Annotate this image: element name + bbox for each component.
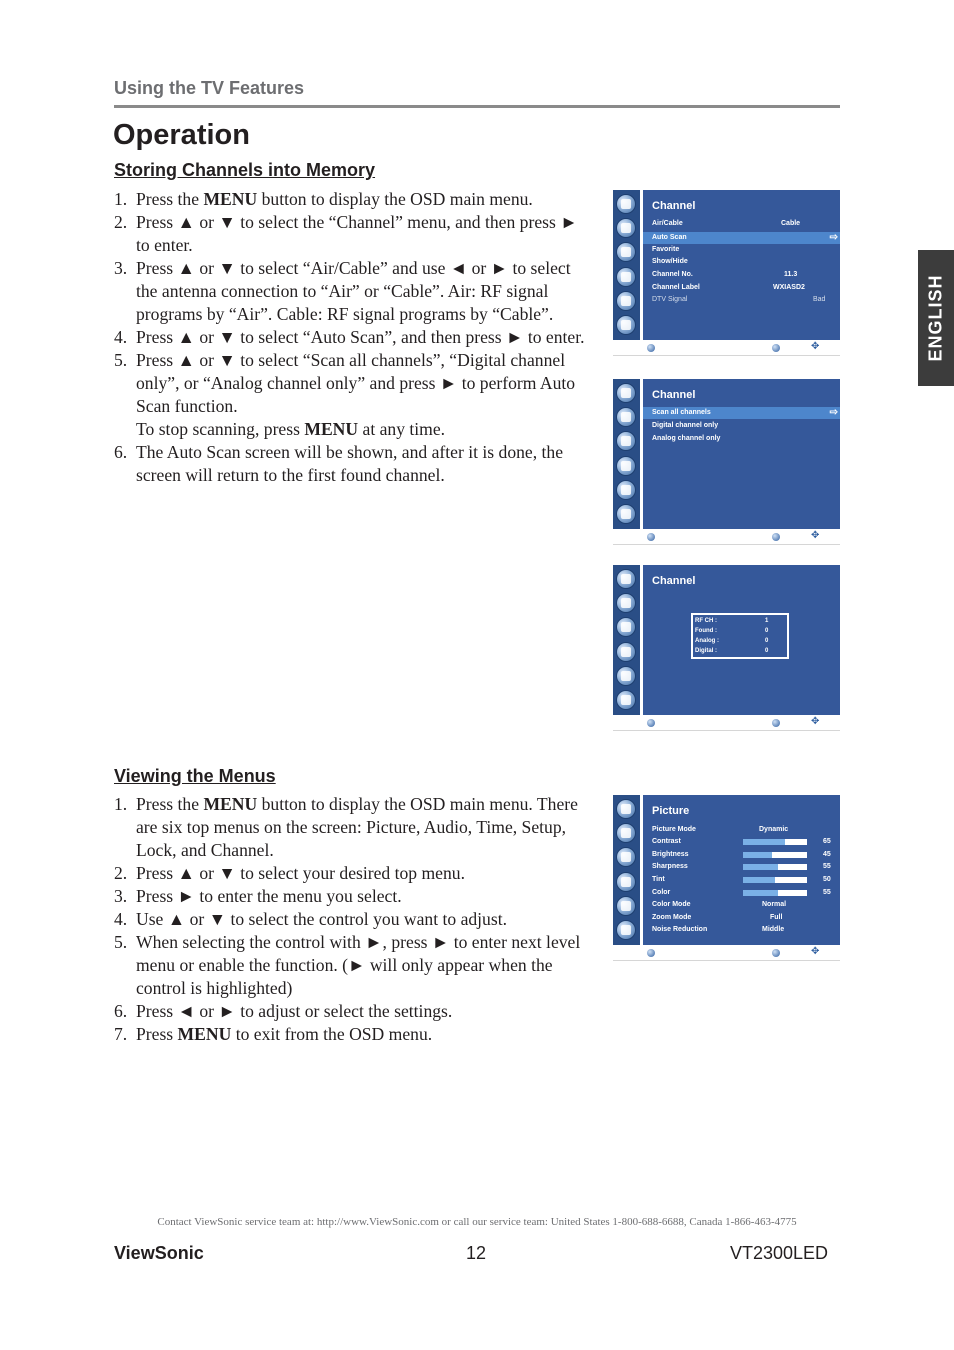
osd-row-label: Auto Scan — [652, 234, 687, 241]
osd-sidebar — [613, 190, 640, 340]
step-item — [114, 1000, 594, 1023]
scan-row — [695, 638, 783, 644]
viewing-steps — [114, 793, 594, 1046]
viewing-heading: Viewing the Menus — [114, 766, 276, 786]
channel-icon — [616, 690, 636, 710]
osd-title: Picture — [652, 805, 690, 817]
time-icon — [616, 242, 636, 262]
scan-row — [695, 648, 783, 654]
level-bar[interactable] — [743, 890, 807, 896]
osd-channel-menu — [613, 190, 840, 355]
audio-icon — [616, 407, 636, 427]
osd-row[interactable] — [643, 887, 840, 899]
scan-value: 0 — [765, 628, 769, 634]
osd-row[interactable] — [643, 420, 840, 432]
storing-heading: Storing Channels into Memory — [114, 160, 376, 180]
osd-row — [643, 294, 840, 306]
scan-label: Analog : — [695, 638, 719, 644]
setup-icon — [616, 267, 636, 287]
osd-row-label: Color — [652, 889, 671, 896]
enter-arrow-icon: ⇨ — [829, 407, 838, 418]
setup-icon — [616, 456, 636, 476]
step-number: 7. — [114, 1024, 128, 1044]
lock-icon — [616, 896, 636, 916]
step-text: Press ▲ or ▼ to select the “Channel” menu, and then press ► to enter. — [136, 212, 578, 255]
osd-scan-progress — [613, 565, 840, 730]
osd-row-value: Middle — [762, 926, 785, 933]
scan-label: Digital : — [695, 648, 717, 654]
osd-title: Channel — [652, 389, 696, 401]
scan-label: RF CH : — [695, 618, 717, 624]
level-bar-fill — [743, 877, 775, 883]
step-item — [114, 793, 594, 862]
adjust-hint-icon: ✥ — [811, 530, 820, 541]
picture-icon — [616, 569, 636, 589]
osd-hint-bar — [613, 529, 840, 545]
step-number: 5. — [114, 932, 128, 952]
step-item — [114, 257, 594, 326]
header-rule — [114, 105, 840, 108]
osd-row-label: Sharpness — [652, 863, 688, 870]
step-text: Use ▲ or ▼ to select the control you want to adjust. — [136, 909, 507, 929]
step-number: 6. — [114, 442, 128, 462]
osd-row[interactable] — [643, 836, 840, 848]
osd-row[interactable] — [643, 861, 840, 873]
step-text: When selecting the control with ►, press ► to enter next level menu or enable the function. (► will only appear when the control is highlighted) — [136, 932, 581, 998]
audio-icon — [616, 218, 636, 238]
scan-value: 0 — [765, 648, 769, 654]
level-bar-fill — [743, 852, 772, 858]
channel-icon — [616, 920, 636, 940]
scan-row — [695, 628, 783, 634]
time-icon — [616, 847, 636, 867]
step-number: 4. — [114, 909, 128, 929]
footer-brand: ViewSonic — [114, 1243, 204, 1263]
osd-row-label: Scan all channels — [652, 409, 711, 416]
osd-row[interactable] — [643, 244, 840, 256]
level-bar[interactable] — [743, 864, 807, 870]
osd-row-value: Cable — [781, 220, 801, 227]
step-item — [114, 862, 594, 885]
osd-row-label: Zoom Mode — [652, 914, 692, 921]
page-title: Operation — [113, 119, 250, 151]
footer-contact: Contact ViewSonic service team at: http://www.ViewSonic.com or call our service team: United States 1-800-688-6688, Canada 1-866-463-4775 — [157, 1216, 797, 1228]
osd-row[interactable] — [643, 824, 840, 836]
level-value: 50 — [823, 876, 831, 883]
osd-title: Channel — [652, 200, 696, 212]
picture-icon — [616, 799, 636, 819]
step-number: 3. — [114, 258, 128, 278]
osd-row-value: Dynamic — [759, 826, 789, 833]
osd-row-label: Picture Mode — [652, 826, 696, 833]
step-item — [114, 188, 594, 211]
lock-icon — [616, 480, 636, 500]
setup-icon — [616, 872, 636, 892]
select-hint-icon — [772, 533, 780, 541]
osd-row-highlighted[interactable] — [643, 232, 840, 244]
step-item — [114, 885, 594, 908]
channel-icon — [616, 315, 636, 335]
osd-row[interactable] — [643, 433, 840, 445]
step-number: 4. — [114, 327, 128, 347]
step-number: 3. — [114, 886, 128, 906]
osd-row-value: WXIASD2 — [773, 284, 805, 291]
osd-row-label: Digital channel only — [652, 422, 719, 429]
level-bar[interactable] — [743, 852, 807, 858]
section-header: Using the TV Features — [114, 78, 305, 98]
move-hint-icon — [647, 344, 655, 352]
step-text: at any time. — [358, 419, 446, 439]
osd-row-label: Brightness — [652, 851, 689, 858]
osd-row[interactable] — [643, 269, 840, 281]
adjust-hint-icon: ✥ — [811, 716, 820, 727]
step-number: 2. — [114, 863, 128, 883]
select-hint-icon — [772, 719, 780, 727]
step-key: MENU — [203, 189, 258, 209]
channel-icon — [616, 504, 636, 524]
scan-row — [695, 618, 783, 624]
osd-row-highlighted[interactable] — [643, 407, 840, 419]
scan-label: Found : — [695, 628, 717, 634]
osd-row[interactable] — [643, 912, 840, 924]
step-item — [114, 326, 594, 349]
step-key: MENU — [177, 1024, 232, 1044]
audio-icon — [616, 823, 636, 843]
osd-row-value: Bad — [813, 296, 826, 303]
picture-icon — [616, 383, 636, 403]
step-text: to exit from the OSD menu. — [231, 1024, 433, 1044]
storing-steps — [114, 188, 594, 487]
step-text: button to display the OSD main menu. — [257, 189, 533, 209]
osd-row-label: Tint — [652, 876, 665, 883]
step-text: button to display the OSD main menu. There are six top menus on the screen: Picture, Audio, Time, Setup, Lock, and Channel. — [136, 794, 578, 860]
move-hint-icon — [647, 949, 655, 957]
move-hint-icon — [647, 533, 655, 541]
osd-row-value: Normal — [762, 901, 787, 908]
step-text: Press the — [136, 794, 204, 814]
step-key: MENU — [304, 419, 359, 439]
step-number: 2. — [114, 212, 128, 232]
osd-row[interactable] — [643, 924, 840, 936]
level-bar-fill — [743, 839, 785, 845]
level-bar-fill — [743, 890, 778, 896]
audio-icon — [616, 593, 636, 613]
level-value: 55 — [823, 889, 831, 896]
step-key: MENU — [203, 794, 258, 814]
step-text: Press the — [136, 189, 204, 209]
osd-row-label: DTV Signal — [652, 296, 688, 303]
step-item — [114, 931, 594, 1000]
step-number: 6. — [114, 1001, 128, 1021]
osd-row[interactable] — [643, 874, 840, 886]
step-number: 5. — [114, 350, 128, 370]
step-item — [114, 1023, 594, 1046]
page-number: 12 — [466, 1243, 487, 1263]
time-icon — [616, 617, 636, 637]
osd-sidebar — [613, 795, 640, 945]
step-text: Press ▲ or ▼ to select “Scan all channels”, “Digital channel only”, or “Analog channel only” and press ► to perform Auto Scan function. — [136, 350, 576, 416]
step-number: 1. — [114, 794, 128, 814]
step-text: To stop scanning, press — [136, 419, 305, 439]
osd-hint-bar — [613, 945, 840, 961]
adjust-hint-icon: ✥ — [811, 341, 820, 352]
osd-panel — [643, 379, 840, 529]
osd-hint-bar — [613, 715, 840, 731]
lock-icon — [616, 291, 636, 311]
step-text: Press ► to enter the menu you select. — [136, 886, 402, 906]
step-text: Press ▲ or ▼ to select your desired top menu. — [136, 863, 465, 883]
scan-value: 1 — [765, 618, 769, 624]
adjust-hint-icon: ✥ — [811, 946, 820, 957]
osd-row-value: Full — [770, 914, 783, 921]
level-value: 45 — [823, 851, 831, 858]
level-value: 65 — [823, 838, 831, 845]
step-text: Press ▲ or ▼ to select “Air/Cable” and use ◄ or ► to select the antenna connection to “Air” or “Cable”. Air: RF signal programs by “Air”. Cable: RF signal programs by “Cable”. — [136, 258, 571, 324]
osd-row-label: Channel No. — [652, 271, 693, 278]
osd-row-label: Color Mode — [652, 901, 691, 908]
osd-hint-bar — [613, 340, 840, 356]
osd-sidebar — [613, 565, 640, 715]
select-hint-icon — [772, 344, 780, 352]
step-item — [114, 441, 594, 487]
enter-arrow-icon: ⇨ — [829, 232, 838, 243]
select-hint-icon — [772, 949, 780, 957]
setup-icon — [616, 642, 636, 662]
language-tab-label: ENGLISH — [925, 274, 946, 362]
level-bar[interactable] — [743, 839, 807, 845]
osd-picture-menu — [613, 795, 840, 960]
step-number: 1. — [114, 189, 128, 209]
osd-row-label: Air/Cable — [652, 220, 683, 227]
level-value: 55 — [823, 863, 831, 870]
osd-title: Channel — [652, 575, 696, 587]
step-item — [114, 349, 594, 441]
osd-row-label: Contrast — [652, 838, 681, 845]
lock-icon — [616, 666, 636, 686]
scan-value: 0 — [765, 638, 769, 644]
osd-row[interactable] — [643, 849, 840, 861]
footer-model: VT2300LED — [730, 1243, 829, 1263]
osd-row-label: Analog channel only — [652, 435, 721, 442]
osd-row-value: 11.3 — [784, 271, 798, 278]
step-text: Press ▲ or ▼ to select “Auto Scan”, and then press ► to enter. — [136, 327, 585, 347]
osd-row-label: Show/Hide — [652, 258, 688, 265]
osd-row[interactable] — [643, 218, 840, 230]
osd-row-label: Favorite — [652, 246, 680, 253]
time-icon — [616, 431, 636, 451]
step-text: Press — [136, 1024, 178, 1044]
step-item — [114, 211, 594, 257]
osd-auto-scan-menu — [613, 379, 840, 544]
osd-sidebar — [613, 379, 640, 529]
level-bar[interactable] — [743, 877, 807, 883]
language-tab — [918, 250, 954, 386]
step-text: The Auto Scan screen will be shown, and after it is done, the screen will return to the first found channel. — [136, 442, 564, 485]
move-hint-icon — [647, 719, 655, 727]
step-text: Press ◄ or ► to adjust or select the settings. — [136, 1001, 453, 1021]
level-bar-fill — [743, 864, 778, 870]
scan-status-box — [691, 613, 789, 659]
osd-row-label: Noise Reduction — [652, 926, 708, 933]
picture-icon — [616, 194, 636, 214]
osd-row[interactable] — [643, 256, 840, 268]
osd-row[interactable] — [643, 282, 840, 294]
step-item — [114, 908, 594, 931]
osd-row[interactable] — [643, 899, 840, 911]
osd-row-label: Channel Label — [652, 284, 700, 291]
